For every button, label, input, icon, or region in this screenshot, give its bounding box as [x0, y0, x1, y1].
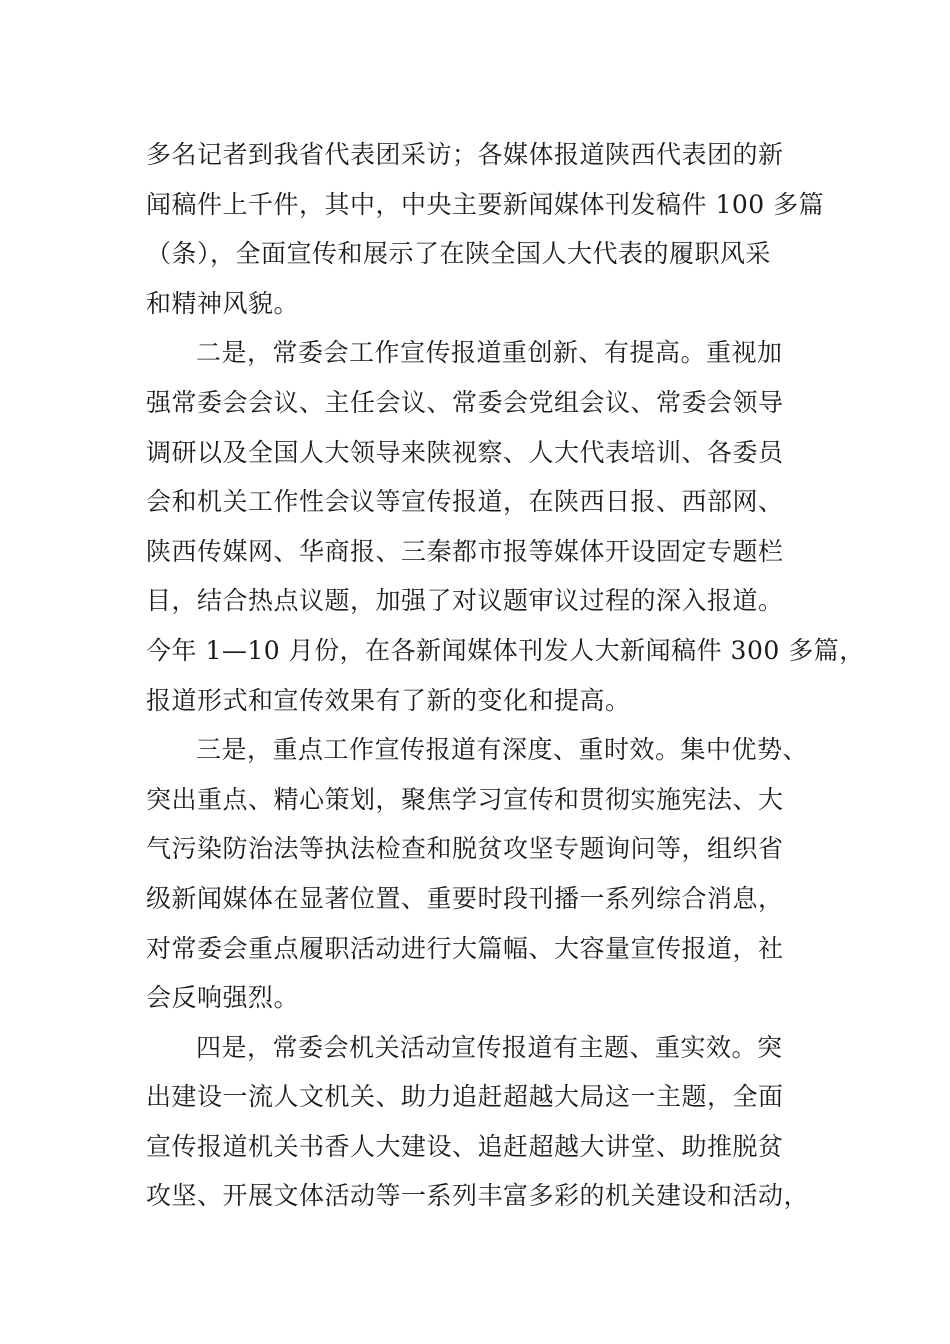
- paragraph-start-line: 四是，常委会机关活动宣传报道有主题、重实效。突: [196, 1032, 783, 1062]
- text-line: 闻稿件上千件，其中，中央主要新闻媒体刊发稿件 100 多篇: [146, 189, 825, 219]
- text-line: 陕西传媒网、华商报、三秦都市报等媒体开设固定专题栏: [146, 536, 784, 566]
- text-line: 目，结合热点议题，加强了对议题审议过程的深入报道。: [146, 586, 784, 616]
- text-line: 突出重点、精心策划，聚焦学习宣传和贯彻实施宪法、大: [146, 784, 784, 814]
- text-line: 报道形式和宣传效果有了新的变化和提高。: [146, 685, 631, 715]
- paragraph-start-line: 二是，常委会工作宣传报道重创新、有提高。重视加: [196, 338, 783, 368]
- text-line: 强常委会会议、主任会议、常委会党组会议、常委会领导: [146, 387, 784, 417]
- text-line: 对常委会重点履职活动进行大篇幅、大容量宣传报道，社: [146, 933, 784, 963]
- text-line: 调研以及全国人大领导来陕视察、人大代表培训、各委员: [146, 437, 784, 467]
- text-line: 宣传报道机关书香人大建设、追赶超越大讲堂、助推脱贫: [146, 1131, 784, 1161]
- body-text: [146, 130, 865, 1221]
- text-line: 今年 1—10 月份，在各新闻媒体刊发人大新闻稿件 300 多篇，: [146, 635, 865, 665]
- paragraph-start-line: 三是，重点工作宣传报道有深度、重时效。集中优势、: [196, 735, 809, 765]
- text-line: （条），全面宣传和展示了在陕全国人大代表的履职风采: [146, 239, 772, 269]
- text-line: 和精神风貌。: [146, 288, 300, 318]
- text-line: 会和机关工作性会议等宣传报道，在陕西日报、西部网、: [146, 487, 784, 517]
- text-line: 出建设一流人文机关、助力追赶超越大局这一主题，全面: [146, 1082, 784, 1112]
- text-line: 级新闻媒体在显著位置、重要时段刊播一系列综合消息，: [146, 883, 784, 913]
- text-line: 气污染防治法等执法检查和脱贫攻坚专题询问等，组织省: [146, 834, 784, 864]
- text-line: 多名记者到我省代表团采访；各媒体报道陕西代表团的新: [146, 140, 784, 169]
- text-line: 会反响强烈。: [146, 983, 300, 1013]
- text-line: 攻坚、开展文体活动等一系列丰富多彩的机关建设和活动，: [146, 1181, 810, 1211]
